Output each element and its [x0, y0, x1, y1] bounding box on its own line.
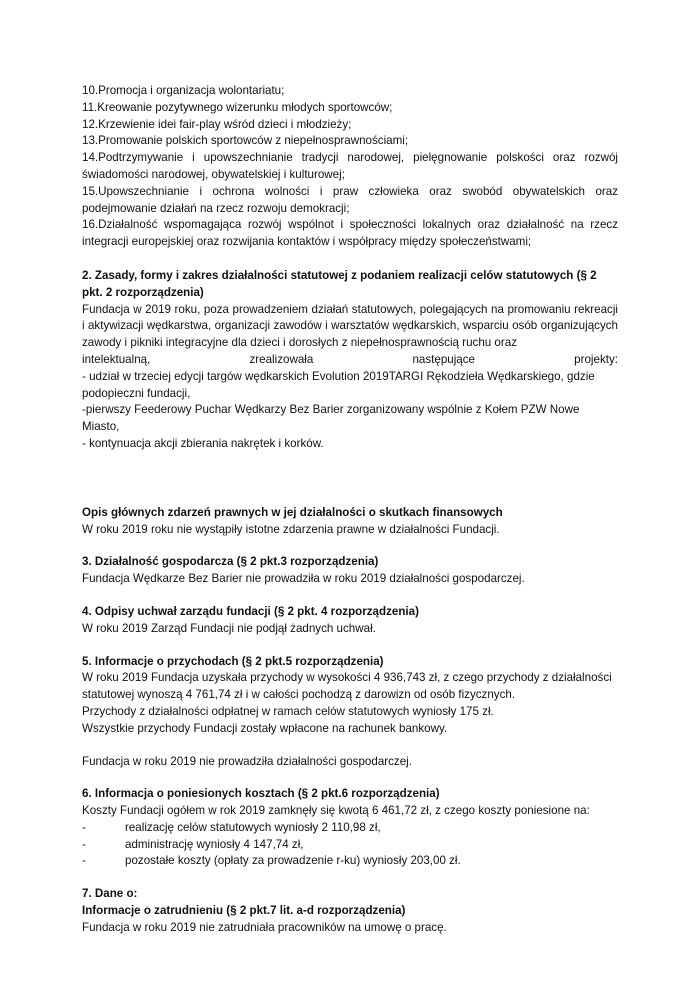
section-7: [82, 886, 618, 936]
section-subheading: Informacje o zatrudnieniu (§ 2 pkt.7 lit. a-d rozporządzenia): [82, 904, 406, 918]
dash-marker: -: [82, 820, 86, 834]
section-5: [82, 654, 618, 771]
spacer: [82, 588, 618, 604]
list-item: 11.Kreowanie pozytywnego wizerunku młodych sportowców;: [82, 100, 393, 114]
paragraph: Wszystkie przychody Fundacji zostały wpłacone na rachunek bankowy.: [82, 721, 448, 735]
section-heading: 7. Dane o:: [82, 887, 138, 901]
list-item: - kontynuacja akcji zbierania nakrętek i korków.: [82, 436, 324, 450]
list-item: -pierwszy Feederowy Puchar Wędkarzy Bez Barier zorganizowany wspólnie z Kołem PZW Nowe Miasto,: [82, 403, 580, 434]
list-item-text: pozostałe koszty (opłaty za prowadzenie r-ku) wyniosły 203,00 zł.: [125, 854, 461, 868]
spacer: [82, 538, 618, 554]
paragraph: Przychody z działalności odpłatnej w ramach celów statutowych wyniosły 175 zł.: [82, 704, 494, 718]
spacer: [82, 770, 618, 786]
paragraph: Fundacja w 2019 roku, poza prowadzeniem działań statutowych, polegających na promowaniu rekreacji i aktywizacji wędkarstwa, organizacji zawodów i warsztatów wędkarskich, wsparciu osób organizujących zawody i pikniki integracyjne dla dzieci i dorosłych z niepełnosprawnością ruchu oraz: [82, 302, 618, 350]
paragraph: statutowej wynoszą 4 761,74 zł i w całości pochodzą z darowizn od osób fizycznych.: [82, 688, 516, 702]
paragraph: Koszty Fundacji ogółem w rok 2019 zamknęły się kwotą 6 461,72 zł, z czego koszty poniesione na:: [82, 804, 590, 818]
paragraph: Fundacja Wędkarze Bez Barier nie prowadziła w roku 2019 działalności gospodarczej.: [82, 572, 525, 586]
list-item: 12.Krzewienie idei fair-play wśród dzieci i młodzieży;: [82, 117, 352, 131]
list-item: [82, 837, 618, 854]
document-page: [82, 83, 618, 937]
paragraph: W roku 2019 roku nie wystąpiły istotne zdarzenia prawne w działalności Fundacji.: [82, 522, 500, 536]
section-heading: 3. Działalność gospodarcza (§ 2 pkt.3 rozporządzenia): [82, 555, 379, 569]
section-heading: Opis głównych zdarzeń prawnych w jej działalności o skutkach finansowych: [82, 505, 503, 519]
spacer: [82, 251, 618, 268]
list-item: [82, 853, 618, 870]
list-item: 14.Podtrzymywanie i upowszechnianie tradycji narodowej, pielęgnowanie polskości oraz rozwój świadomości narodowej, obywatelskiej i kulturowej;: [82, 151, 618, 181]
list-item: - udział w trzeciej edycji targów wędkarskich Evolution 2019TARGI Rękodzieła Wędkarskiego, gdzie podopieczni fundacji,: [82, 369, 595, 400]
list-item: [82, 820, 618, 837]
section-6: [82, 786, 618, 870]
spacer: [82, 738, 618, 754]
dash-marker: -: [82, 837, 86, 851]
list-item: 10.Promocja i organizacja wolontariatu;: [82, 84, 285, 97]
spacer: [82, 870, 618, 886]
legal-events-section: [82, 505, 618, 539]
section-heading: 5. Informacje o przychodach (§ 2 pkt.5 rozporządzenia): [82, 654, 384, 668]
paragraph: W roku 2019 Zarząd Fundacji nie podjął żadnych uchwał.: [82, 621, 376, 635]
paragraph: Fundacja w roku 2019 nie prowadziła działalności gospodarczej.: [82, 754, 412, 768]
list-item: 13.Promowanie polskich sportowców z niepełnosprawnościami;: [82, 134, 409, 148]
section-heading: 2. Zasady, formy i zakres działalności statutowej z podaniem realizacji celów statutowych (§ 2 pkt. 2 rozporządzenia): [82, 268, 597, 299]
list-item: 15.Upowszechnianie i ochrona wolności i praw człowieka oraz swobód obywatelskich oraz podejmowanie działań na rzecz rozwoju demokracji;: [82, 184, 618, 215]
paragraph: Fundacja w roku 2019 nie zatrudniała pracowników na umowę o pracę.: [82, 920, 447, 934]
section-2: [82, 268, 618, 453]
section-4: [82, 604, 618, 638]
list-item-text: realizację celów statutowych wyniosły 2 110,98 zł,: [125, 820, 381, 834]
dash-marker: -: [82, 854, 86, 868]
paragraph: intelektualną, zrealizowała następujące projekty:: [82, 352, 618, 366]
list-item-text: administrację wyniosły 4 147,74 zł,: [125, 837, 304, 851]
spacer: [82, 453, 618, 505]
goals-list: [82, 83, 618, 251]
section-3: [82, 554, 618, 588]
section-heading: 6. Informacja o poniesionych kosztach (§ 2 pkt.6 rozporządzenia): [82, 787, 440, 801]
spacer: [82, 638, 618, 654]
list-item: 16.Działalność wspomagająca rozwój wspólnot i społeczności lokalnych oraz działalność na rzecz integracji europejskiej oraz rozwijania kontaktów i współpracy między społeczeństwami;: [82, 218, 618, 249]
section-heading: 4. Odpisy uchwał zarządu fundacji (§ 2 pkt. 4 rozporządzenia): [82, 604, 419, 618]
paragraph: W roku 2019 Fundacja uzyskała przychody w wysokości 4 936,743 zł, z czego przychody z działalności: [82, 671, 612, 685]
